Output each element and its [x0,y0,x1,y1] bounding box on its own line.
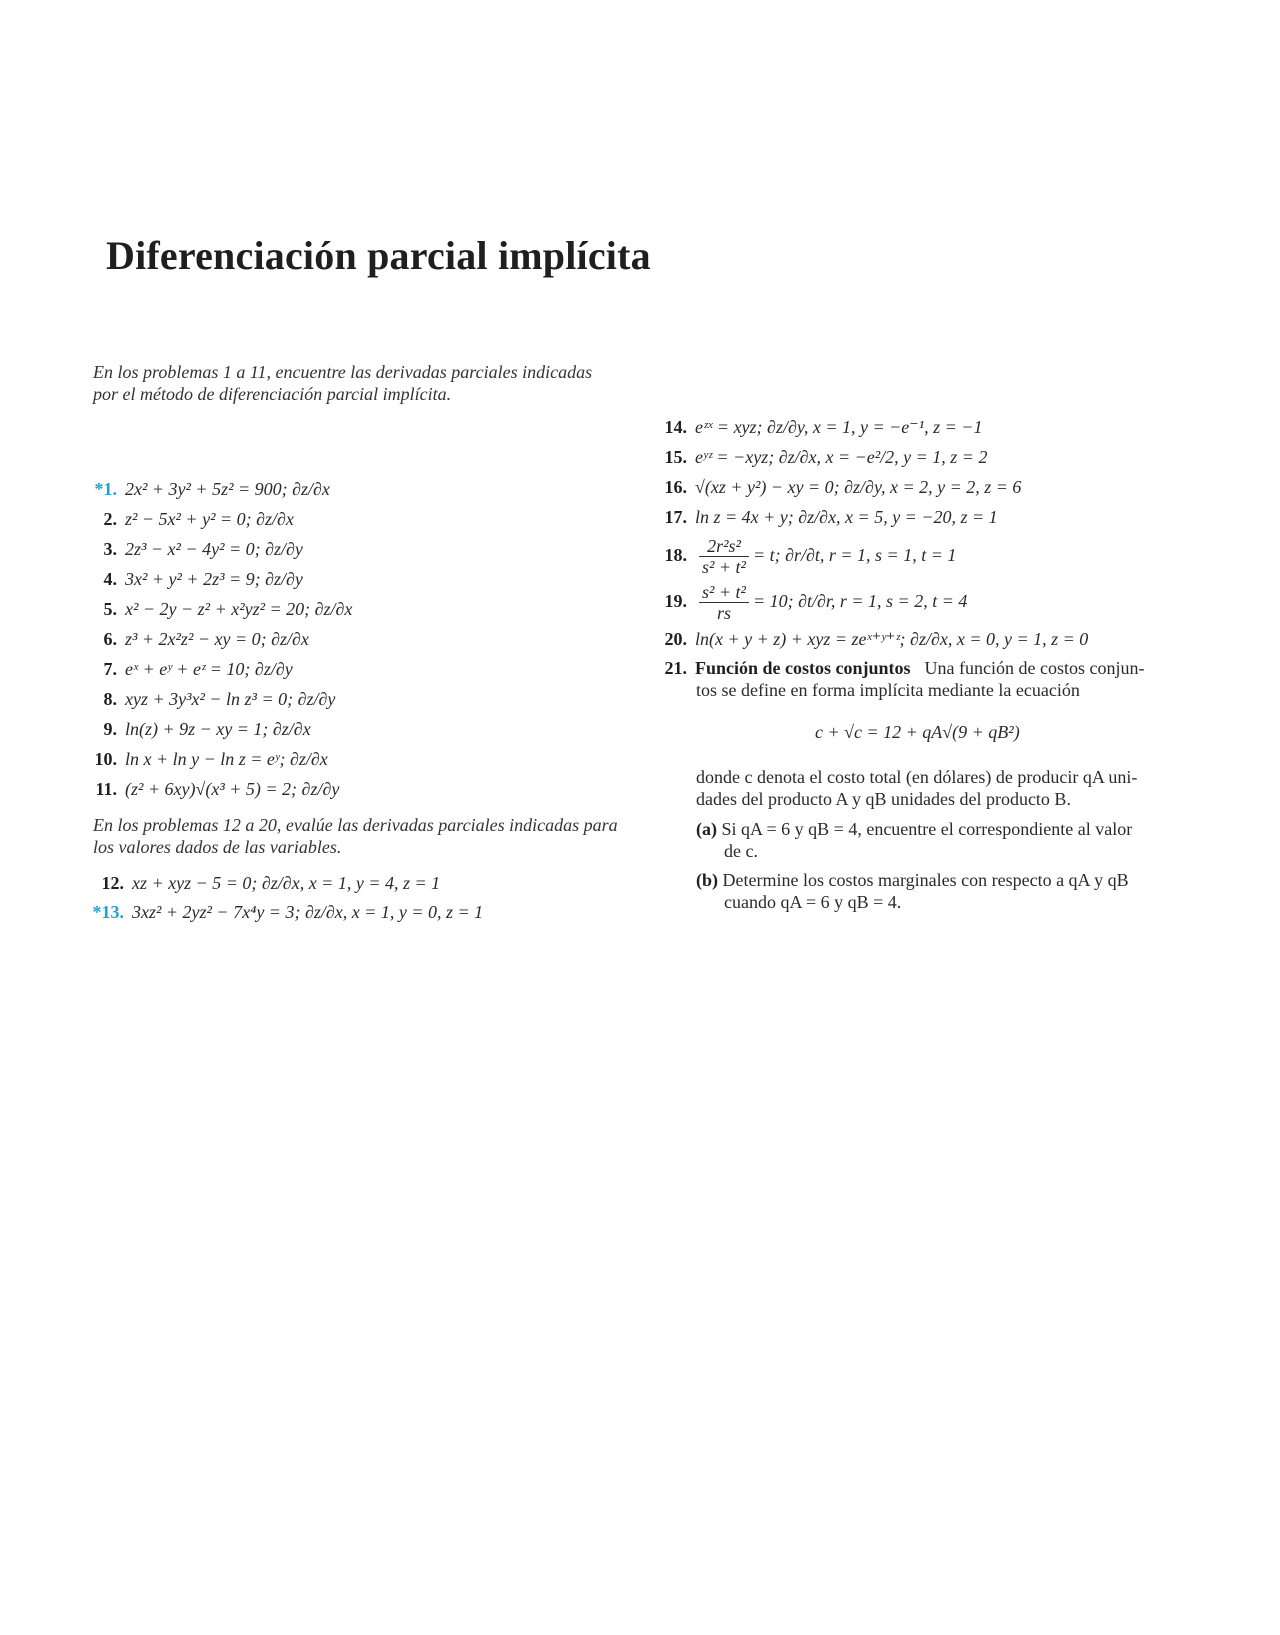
problem-number: 4. [103,569,117,589]
problem-11 [90,774,352,804]
problem-number: 12. [101,873,124,893]
problem-text: 2z³ − x² − 4y² = 0; ∂z/∂y [125,539,303,559]
part-b-line-2: cuando qA = 6 y qB = 4. [724,892,902,912]
problem-7 [90,654,352,684]
fraction [699,582,749,623]
problem-number: 16. [664,477,687,497]
problem-heading: Función de costos conjuntos [695,658,911,678]
problem-text: ln(z) + 9z − xy = 1; ∂z/∂x [125,719,311,739]
part-b-line-1: Determine los costos marginales con respecto a qA y qB [722,870,1129,890]
problem-text: ln z = 4x + y; ∂z/∂x, x = 5, y = −20, z = 1 [695,507,998,527]
problem-21-line-1: Una función de costos conjun- [924,658,1145,678]
problem-12 [90,869,483,898]
fraction-numerator: 2r²s² [699,536,749,557]
problem-number: 17. [664,507,687,527]
problem-2 [90,504,352,534]
problem-number: 19. [664,591,687,611]
part-a-label: (a) [696,819,717,839]
page-title: Diferenciación parcial implícita [106,233,651,278]
problem-text: ln x + ln y − ln z = eʸ; ∂z/∂x [125,749,328,769]
cost-equation: c + √c = 12 + qA√(9 + qB²) [815,722,1020,742]
problem-6 [90,624,352,654]
problem-number: 8. [103,689,117,709]
problem-17 [660,502,1088,532]
problem-16 [660,472,1088,502]
problem-19 [660,578,1088,624]
problem-8 [90,684,352,714]
problem-21-body-line-1: donde c denota el costo total (en dólares) de producir qA uni- [696,767,1138,787]
part-b [696,869,1176,913]
problem-number: 15. [664,447,687,467]
problem-21-body-line-2: dades del producto A y qB unidades del producto B. [696,789,1071,809]
problem-text: ln(x + y + z) + xyz = zeˣ⁺ʸ⁺ᶻ; ∂z/∂x, x = 0, y = 1, z = 0 [695,629,1089,649]
problem-text: √(xz + y²) − xy = 0; ∂z/∂y, x = 2, y = 2, z = 6 [695,477,1022,497]
problem-text: eʸᶻ = −xyz; ∂z/∂x, x = −e²/2, y = 1, z = 2 [695,447,988,467]
problem-text: z² − 5x² + y² = 0; ∂z/∂x [125,509,294,529]
problem-21 [660,657,1180,701]
problem-text: x² − 2y − z² + x²yz² = 20; ∂z/∂x [125,599,353,619]
problem-number: 5. [103,599,117,619]
fraction-numerator: s² + t² [699,582,749,603]
problem-number: 2. [103,509,117,529]
problem-text: 3x² + y² + 2z³ = 9; ∂z/∂y [125,569,303,589]
problem-number: 10. [94,749,117,769]
problem-number: 20. [664,629,687,649]
problem-text: = t; ∂r/∂t, r = 1, s = 1, t = 1 [752,545,957,565]
problem-3 [90,534,352,564]
problem-number: 18. [664,545,687,565]
fraction [699,536,749,577]
problem-text: z³ + 2x²z² − xy = 0; ∂z/∂x [125,629,309,649]
problem-list-1-11 [90,474,352,804]
instructions-12-20: En los problemas 12 a 20, evalúe las derivadas parciales indicadas para los valores dados de las variables. [93,815,618,857]
part-a-line-1: Si qA = 6 y qB = 4, encuentre el correspondiente al valor [721,819,1133,839]
problem-9 [90,714,352,744]
problem-number: 7. [103,659,117,679]
problem-15 [660,442,1088,472]
problem-4 [90,564,352,594]
problem-text: xz + xyz − 5 = 0; ∂z/∂x, x = 1, y = 4, z = 1 [132,873,441,893]
problem-text: xyz + 3y³x² − ln z³ = 0; ∂z/∂y [125,689,336,709]
instructions-1-11: En los problemas 1 a 11, encuentre las derivadas parciales indicadas por el método de diferenciación parcial implícita. [93,362,593,404]
problem-5 [90,594,352,624]
problem-number: *13. [92,902,124,922]
problem-number: 3. [103,539,117,559]
problem-21-body [696,766,1196,810]
problem-text: 3xz² + 2yz² − 7x⁴y = 3; ∂z/∂x, x = 1, y = 0, z = 1 [132,902,484,922]
problem-13 [90,898,483,927]
fraction-denominator: rs [716,603,731,624]
problem-number: 6. [103,629,117,649]
problem-number: 21. [664,658,687,678]
part-a-line-2: de c. [724,841,758,861]
problem-number: *1. [94,479,117,499]
problem-20 [660,624,1088,654]
problem-text: eˣ + eʸ + eᶻ = 10; ∂z/∂y [125,659,293,679]
problem-list-14-20 [660,412,1088,654]
problem-21-line-2: tos se define en forma implícita mediante la ecuación [696,680,1080,700]
problem-14 [660,412,1088,442]
problem-text: (z² + 6xy)√(x³ + 5) = 2; ∂z/∂y [125,779,340,799]
problem-18 [660,532,1088,578]
fraction-denominator: s² + t² [702,557,746,578]
problem-list-12-13 [90,869,483,927]
part-b-label: (b) [696,870,718,890]
problem-1 [90,474,352,504]
problem-text: eᶻˣ = xyz; ∂z/∂y, x = 1, y = −e⁻¹, z = −1 [695,417,983,437]
problem-number: 14. [664,417,687,437]
part-a [696,818,1176,862]
problem-10 [90,744,352,774]
problem-number: 9. [103,719,117,739]
problem-text: 2x² + 3y² + 5z² = 900; ∂z/∂x [125,479,330,499]
problem-text: = 10; ∂t/∂r, r = 1, s = 2, t = 4 [752,591,968,611]
problem-number: 11. [95,779,117,799]
